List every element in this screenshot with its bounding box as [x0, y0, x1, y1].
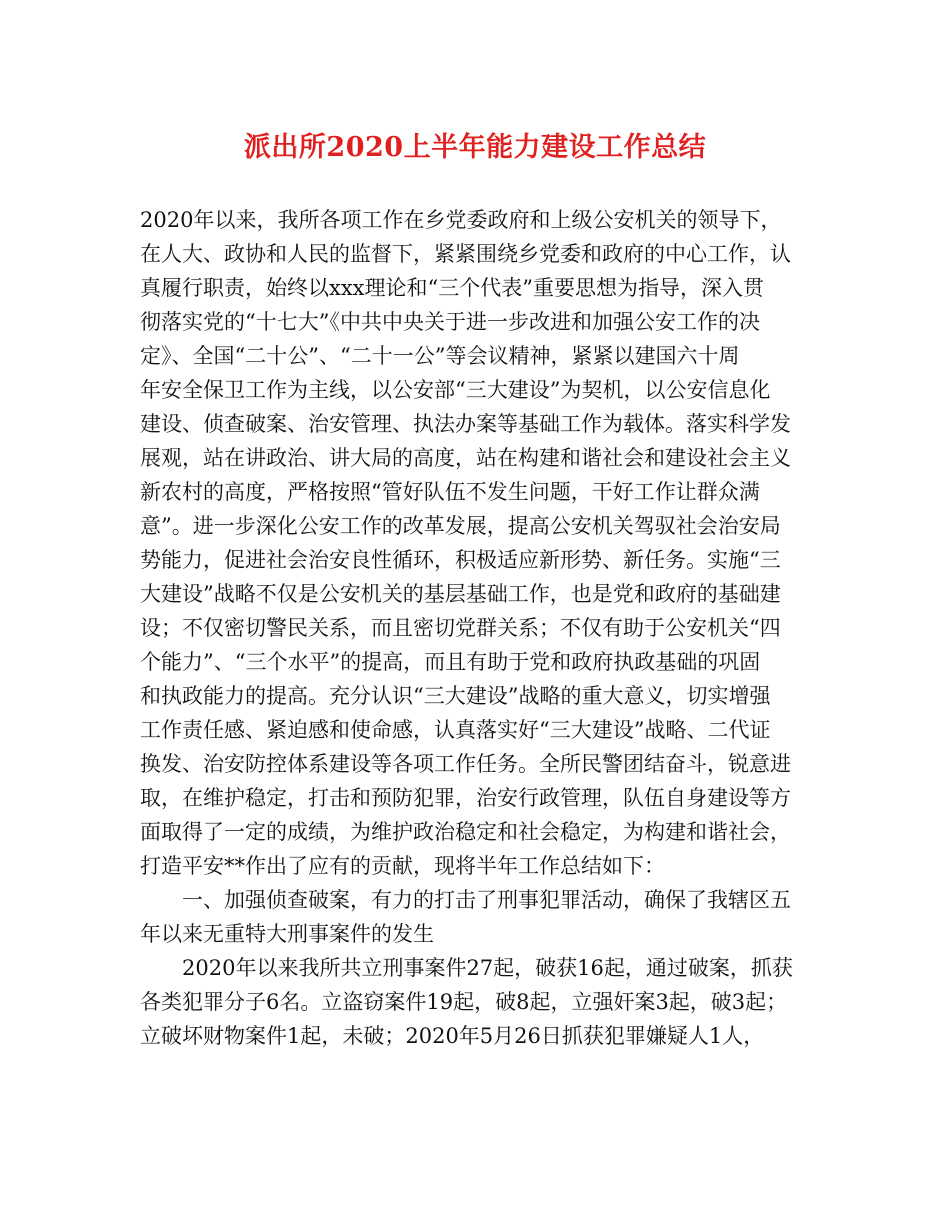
text-line: 个能力”、“三个水平”的提高，而且有助于党和政府执政基础的巩固: [140, 650, 761, 674]
text-line: 大建设”战略不仅是公安机关的基层基础工作，也是党和政府的基础建: [140, 582, 781, 606]
text-line: 定》、全国“二十公”、“二十一公”等会议精神，紧紧以建国六十周: [140, 344, 740, 368]
text-line: 立破坏财物案件1起，未破；2020年5月26日抓获犯罪嫌疑人1人，: [140, 1024, 765, 1048]
text-line: 和执政能力的提高。充分认识“三大建设”战略的重大意义，切实增强: [140, 684, 771, 708]
document-title: 派出所2020上半年能力建设工作总结: [243, 132, 707, 163]
text-line: 在人大、政协和人民的监督下，紧紧围绕乡党委和政府的中心工作，认: [140, 242, 791, 266]
text-line: 面取得了一定的成绩，为维护政治稳定和社会稳定，为构建和谐社会，: [140, 820, 791, 844]
text-line: 取，在维护稳定，打击和预防犯罪，治安行政管理，队伍自身建设等方: [140, 786, 791, 810]
text-line: 年安全保卫工作为主线，以公安部“三大建设”为契机，以公安信息化: [140, 378, 771, 402]
section-heading-line: 年以来无重特大刑事案件的发生: [140, 922, 434, 946]
text-line: 意”。进一步深化公安工作的改革发展，提高公安机关驾驭社会治安局: [140, 514, 781, 538]
text-line: 2020年以来，我所各项工作在乡党委政府和上级公安机关的领导下，: [140, 208, 782, 232]
text-line: 势能力，促进社会治安良性循环，积极适应新形势、新任务。实施“三: [140, 548, 781, 572]
text-line: 打造平安**作出了应有的贡献，现将半年工作总结如下：: [140, 854, 665, 878]
text-line: 设；不仅密切警民关系，而且密切党群关系；不仅有助于公安机关“四: [140, 616, 781, 640]
text-line: 各类犯罪分子6名。立盗窃案件19起，破8起，立强奸案3起，破3起；: [140, 990, 788, 1014]
section-heading-line: 一、加强侦查破案，有力的打击了刑事犯罪活动，确保了我辖区五: [182, 888, 791, 912]
text-line: 新农村的高度，严格按照“管好队伍不发生问题，干好工作让群众满: [140, 480, 760, 504]
text-line: 彻落实党的“十七大”《中共中央关于进一步改进和加强公安工作的决: [140, 310, 760, 334]
text-line: 真履行职责，始终以xxx理论和“三个代表”重要思想为指导，深入贯: [140, 276, 764, 300]
text-line: 工作责任感、紧迫感和使命感，认真落实好“三大建设”战略、二代证: [140, 718, 771, 742]
text-line: 展观，站在讲政治、讲大局的高度，站在构建和谐社会和建设社会主义: [140, 446, 791, 470]
text-line: 建设、侦查破案、治安管理、执法办案等基础工作为载体。落实科学发: [140, 412, 791, 436]
text-line: 换发、治安防控体系建设等各项工作任务。全所民警团结奋斗，锐意进: [140, 752, 791, 776]
document-body: [140, 203, 816, 1053]
text-line: 2020年以来我所共立刑事案件27起，破获16起，通过破案，抓获: [182, 956, 793, 980]
